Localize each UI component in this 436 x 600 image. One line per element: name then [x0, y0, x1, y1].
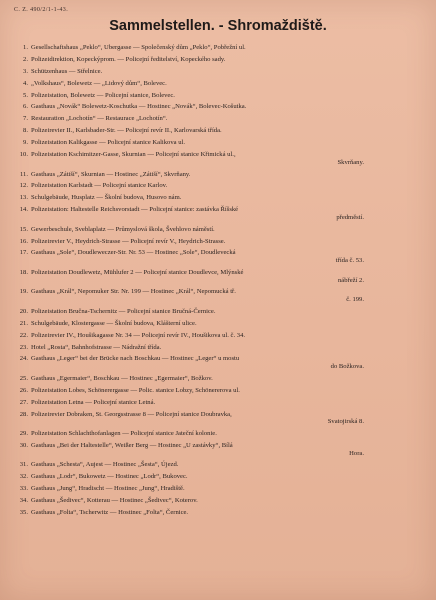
entry-text: [31, 355, 426, 370]
entry-main-text: Polizeirevier V., Heydrich-Strasse — Policejní revír V., Heydrich-Strasse.: [31, 237, 226, 245]
entry-text: [31, 115, 426, 123]
list-item: [10, 344, 426, 352]
entry-main-text: Gasthaus „Leger“ bei der Brücke nach Boschkau — Hostinec „Leger“ u mostu: [31, 355, 240, 363]
entry-list: [10, 44, 426, 521]
list-item: [10, 485, 426, 493]
entry-main-text: Schulgebäude, Klostergasse — Školní budova, Klášterní ulice.: [31, 319, 197, 327]
entry-main-text: Polizeirevier IV., Houšikagasse Nr. 34 — Policejní revír IV., Houšikova ul. č. 34.: [31, 331, 246, 339]
entry-text: [31, 509, 426, 517]
entry-number: 35.: [19, 509, 28, 517]
list-item: [10, 332, 426, 340]
entry-text: [31, 430, 426, 438]
entry-text: [31, 320, 426, 328]
list-item: [10, 288, 426, 303]
entry-number: 13.: [19, 194, 28, 202]
entry-main-text: Polizeirevier Dobraken, St. Georgsstrasse 8 — Policejní stanice Doubravka,: [31, 410, 232, 418]
entry-text: [31, 332, 426, 340]
entry-text: [31, 442, 426, 457]
entry-main-text: Gasthaus „Lodr“, Bukowetz — Hostinec „Lodr“, Bukovec.: [31, 473, 188, 481]
entry-text: [31, 461, 426, 469]
entry-text: [31, 269, 426, 284]
entry-main-text: Gasthaus „Sole“, Doudleweczer-Str. Nr. 53 — Hostinec „Sole“, Doudlevecká: [31, 249, 236, 257]
entry-number: 29.: [19, 430, 28, 438]
entry-main-text: Gewerbeschule, Sveblaplatz — Průmyslová škola, Švehlovo náměstí.: [31, 225, 215, 233]
entry-main-text: Polizeistation Bručna-Tschernitz — Policejní stanice Bručná-Černice.: [31, 307, 216, 315]
entry-continuation: do Božkova.: [330, 363, 364, 371]
entry-main-text: Gasthaus „Schesta“, Aujest — Hostinec „Šesta“, Újezd.: [31, 461, 179, 469]
list-item: [10, 115, 426, 123]
entry-number: 27.: [19, 398, 28, 406]
entry-main-text: Polizeistation Kalikgasse — Policejní stanice Kalikova ul.: [31, 139, 186, 147]
entry-number: 17.: [19, 249, 28, 257]
entry-text: [31, 473, 426, 481]
list-item: [10, 127, 426, 135]
entry-number: 20.: [19, 307, 28, 315]
list-item: [10, 238, 426, 246]
entry-number: 4.: [23, 79, 28, 87]
entry-main-text: Polizeistation Doudlewetz, Mühlufer 2 — Policejní stanice Doudlevce, Mlýnské: [31, 268, 244, 276]
list-item: [10, 308, 426, 316]
list-item: [10, 103, 426, 111]
entry-number: 3.: [23, 67, 28, 75]
entry-number: 24.: [19, 355, 28, 363]
entry-number: 7.: [23, 115, 28, 123]
entry-text: [31, 68, 426, 76]
list-item: [10, 430, 426, 438]
list-item: [10, 375, 426, 383]
entry-text: [31, 375, 426, 383]
entry-main-text: Schützenhaus — Střelnice.: [31, 67, 103, 75]
list-item: [10, 387, 426, 395]
entry-text: [31, 127, 426, 135]
entry-number: 25.: [19, 374, 28, 382]
entry-number: 19.: [19, 288, 28, 296]
list-item: [10, 399, 426, 407]
entry-number: 11.: [20, 170, 28, 178]
list-item: [10, 226, 426, 234]
entry-text: [31, 44, 426, 52]
entry-main-text: Gasthaus „Král“, Nepomuker Str. Nr. 199 — Hostinec „Král“, Nepomucká tř.: [31, 288, 236, 296]
entry-continuation: Svatojirská 8.: [327, 418, 364, 426]
entry-number: 8.: [23, 127, 28, 135]
list-item: [10, 473, 426, 481]
entry-text: [31, 92, 426, 100]
entry-number: 28.: [19, 410, 28, 418]
entry-text: [31, 249, 426, 264]
entry-main-text: Polizeistation: Haltestelle Reichsvorstadt — Policejní stanice: zastávka Říšské: [31, 206, 239, 214]
entry-number: 33.: [19, 485, 28, 493]
entry-number: 34.: [19, 497, 28, 505]
entry-main-text: Polizeistation Letna — Policejní stanice Letná.: [31, 398, 156, 406]
entry-main-text: Polizeistation Karlstadt — Policejní stanice Karlov.: [31, 182, 168, 190]
entry-main-text: Gasthaus „Novák“ Bolewetz-Koschutka — Hostinec „Novák“, Bolevec-Košutka.: [31, 103, 247, 111]
list-item: [10, 151, 426, 166]
entry-main-text: Restauration „Lochotín“ — Restaurace „Lochotín“.: [31, 115, 168, 123]
entry-number: 22.: [19, 331, 28, 339]
entry-text: [31, 344, 426, 352]
entry-main-text: „Volkshaus“, Bolewetz — „Lidový dům“, Bolevec.: [31, 79, 167, 87]
entry-number: 32.: [19, 473, 28, 481]
entry-number: 9.: [23, 139, 28, 147]
entry-number: 6.: [23, 103, 28, 111]
entry-main-text: Gasthaus „Zátiší“, Skurnian — Hostinec „Zátiší“, Skvrňany.: [31, 170, 191, 178]
entry-text: [31, 171, 426, 179]
entry-number: 23.: [19, 343, 28, 351]
list-item: [10, 56, 426, 64]
list-item: [10, 92, 426, 100]
entry-text: [31, 206, 426, 221]
entry-number: 21.: [19, 319, 28, 327]
entry-main-text: Gasthaus „Bei der Haltestelle“, Weißer Berg — Hostinec „U zastávky“, Bílá: [31, 441, 233, 449]
entry-text: [31, 103, 426, 111]
entry-main-text: Schulgebäude, Husplatz — Školní budova, Husovo nám.: [31, 194, 182, 202]
entry-text: [31, 182, 426, 190]
list-item: [10, 139, 426, 147]
list-item: [10, 194, 426, 202]
document-reference: C. Z. 490/2/1-1-43.: [14, 7, 69, 13]
entry-text: [31, 194, 426, 202]
list-item: [10, 44, 426, 52]
entry-continuation: předměstí.: [336, 213, 364, 221]
entry-continuation: nábřeží 2.: [338, 276, 364, 284]
list-item: [10, 442, 426, 457]
entry-number: 14.: [19, 206, 28, 214]
list-item: [10, 68, 426, 76]
list-item: [10, 320, 426, 328]
entry-number: 2.: [23, 55, 28, 63]
list-item: [10, 497, 426, 505]
list-item: [10, 355, 426, 370]
entry-number: 1.: [23, 44, 28, 51]
page-title: Sammelstellen. - Shromaždiště.: [109, 18, 327, 34]
entry-text: [31, 139, 426, 147]
entry-main-text: Gasthaus „Šedivec“, Kotterau — Hostinec „Šedivec“, Koterov.: [31, 497, 198, 505]
entry-text: [31, 56, 426, 64]
list-item: [10, 80, 426, 88]
entry-text: [31, 238, 426, 246]
entry-text: [31, 399, 426, 407]
entry-continuation: třída č. 53.: [335, 257, 364, 265]
entry-number: 31.: [19, 461, 28, 469]
entry-text: [31, 151, 426, 166]
entry-main-text: Hotel „Rosta“, Bahnhofstrasse — Nádražní třída.: [31, 343, 162, 351]
entry-text: [31, 485, 426, 493]
entry-main-text: Gasthaus „Egermaier“, Boschkau — Hostinec „Egermaier“, Božkov.: [31, 374, 213, 382]
entry-text: [31, 226, 426, 234]
entry-main-text: Polizeistation Schlachthofanlagen — Policejní stanice Jateční kolonie.: [31, 430, 217, 438]
entry-main-text: Gasthaus „Folta“, Tscherwitz — Hostinec „Folta“, Černice.: [31, 509, 189, 517]
entry-text: [31, 288, 426, 303]
entry-text: [31, 387, 426, 395]
entry-text: [31, 497, 426, 505]
list-item: [10, 171, 426, 179]
list-item: [10, 269, 426, 284]
entry-number: 5.: [23, 91, 28, 99]
entry-main-text: Polizeistation Kschimitzer-Gasse, Skurnian — Policejní stanice Křimická ul.,: [31, 151, 236, 159]
entry-main-text: Polizeistation, Bolewetz — Policejní stanice, Bolevec.: [31, 91, 175, 99]
list-item: [10, 411, 426, 426]
entry-main-text: Polizeidirektion, Kopeckýprom. — Policejní ředitelství, Kopeckého sady.: [31, 55, 226, 63]
entry-number: 18.: [19, 268, 28, 276]
entry-text: [31, 411, 426, 426]
entry-text: [31, 80, 426, 88]
entry-number: 15.: [19, 225, 28, 233]
entry-main-text: Polizeistation Lobes, Schönerergasse — Polic. stanice Lobzy, Schönererova ul.: [31, 386, 240, 394]
entry-continuation: č. 199.: [346, 296, 364, 303]
entry-number: 10.: [19, 151, 28, 159]
entry-continuation: Skvrňany.: [337, 158, 364, 166]
entry-main-text: Gasthaus „Jung“, Hradischt — Hostinec „Jung“, Hradiště.: [31, 485, 185, 493]
entry-number: 30.: [19, 441, 28, 449]
list-item: [10, 182, 426, 190]
list-item: [10, 461, 426, 469]
entry-number: 26.: [19, 386, 28, 394]
entry-number: 12.: [19, 182, 28, 190]
entry-text: [31, 308, 426, 316]
entry-number: 16.: [19, 237, 28, 245]
list-item: [10, 206, 426, 221]
entry-continuation: Hora.: [349, 449, 364, 457]
entry-main-text: Gesellschaftshaus „Peklo“, Ubergasse — Společenský dům „Peklo“, Pobřežní ul.: [31, 44, 246, 51]
entry-main-text: Polizeirevier II., Karlsbader-Str. — Policejní revír II., Karlovarská třída.: [31, 127, 222, 135]
list-item: [10, 249, 426, 264]
list-item: [10, 509, 426, 517]
